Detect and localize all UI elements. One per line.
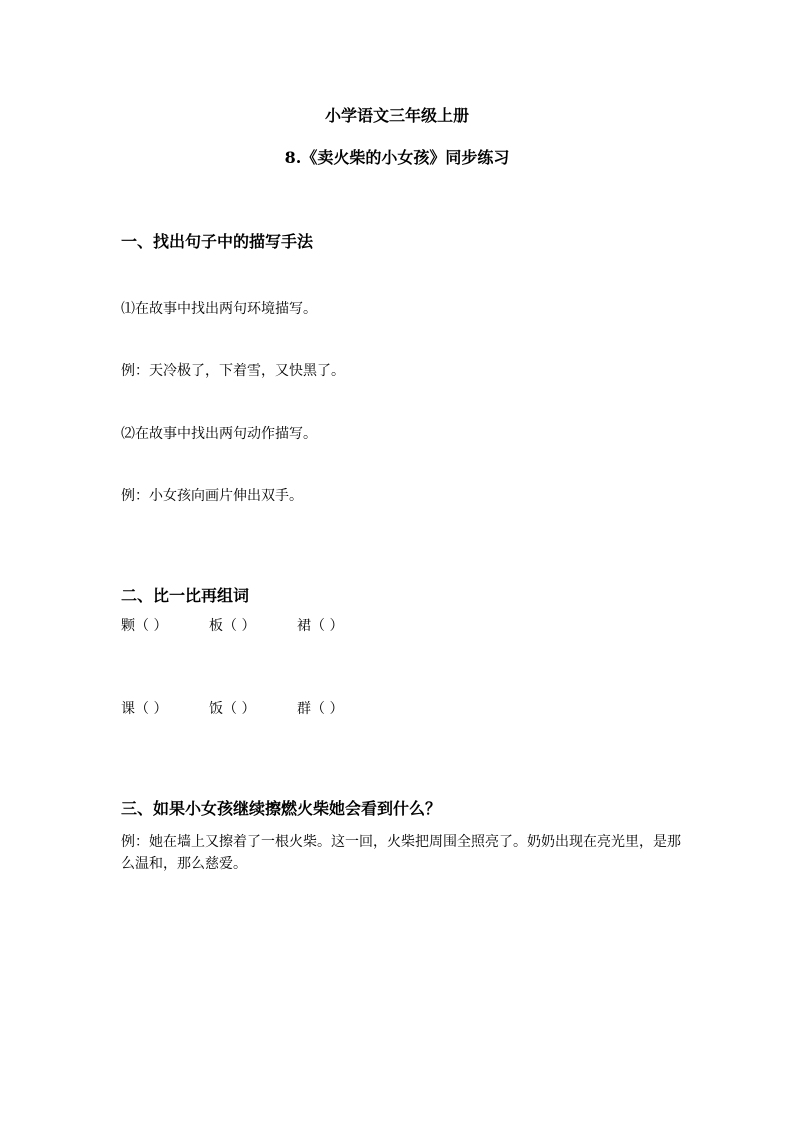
word-row-1 bbox=[121, 619, 385, 633]
section-3-example: 例：她在墙上又擦着了一根火柴。这一回，火柴把周围全照亮了。奶奶出现在亮光里，是那么温和，那么慈爱。 bbox=[121, 834, 681, 872]
section-1-question-1: ⑴在故事中找出两句环境描写。 bbox=[121, 301, 317, 317]
section-1-example-1: 例：天冷极了，下着雪，又快黑了。 bbox=[121, 363, 345, 379]
document-title: 小学语文三年级上册 bbox=[324, 106, 469, 125]
document-subtitle: 8.《卖火柴的小女孩》同步练习 bbox=[284, 148, 510, 167]
section-3-heading: 三、如果小女孩继续擦燃火柴她会看到什么？ bbox=[121, 799, 442, 818]
word-blank: 饭（ ） bbox=[209, 701, 256, 717]
section-1-question-2: ⑵在故事中找出两句动作描写。 bbox=[121, 426, 317, 442]
word-blank: 群（ ） bbox=[297, 701, 344, 717]
section-2-heading: 二、比一比再组词 bbox=[121, 586, 250, 605]
word-blank: 课（ ） bbox=[121, 701, 168, 717]
word-blank: 板（ ） bbox=[209, 618, 256, 634]
word-row-2 bbox=[121, 702, 385, 716]
word-blank: 颗（ ） bbox=[121, 618, 168, 634]
section-1-heading: 一、找出句子中的描写手法 bbox=[121, 232, 314, 251]
word-blank: 裙（ ） bbox=[297, 618, 344, 634]
section-1-example-2: 例：小女孩向画片伸出双手。 bbox=[121, 488, 303, 504]
